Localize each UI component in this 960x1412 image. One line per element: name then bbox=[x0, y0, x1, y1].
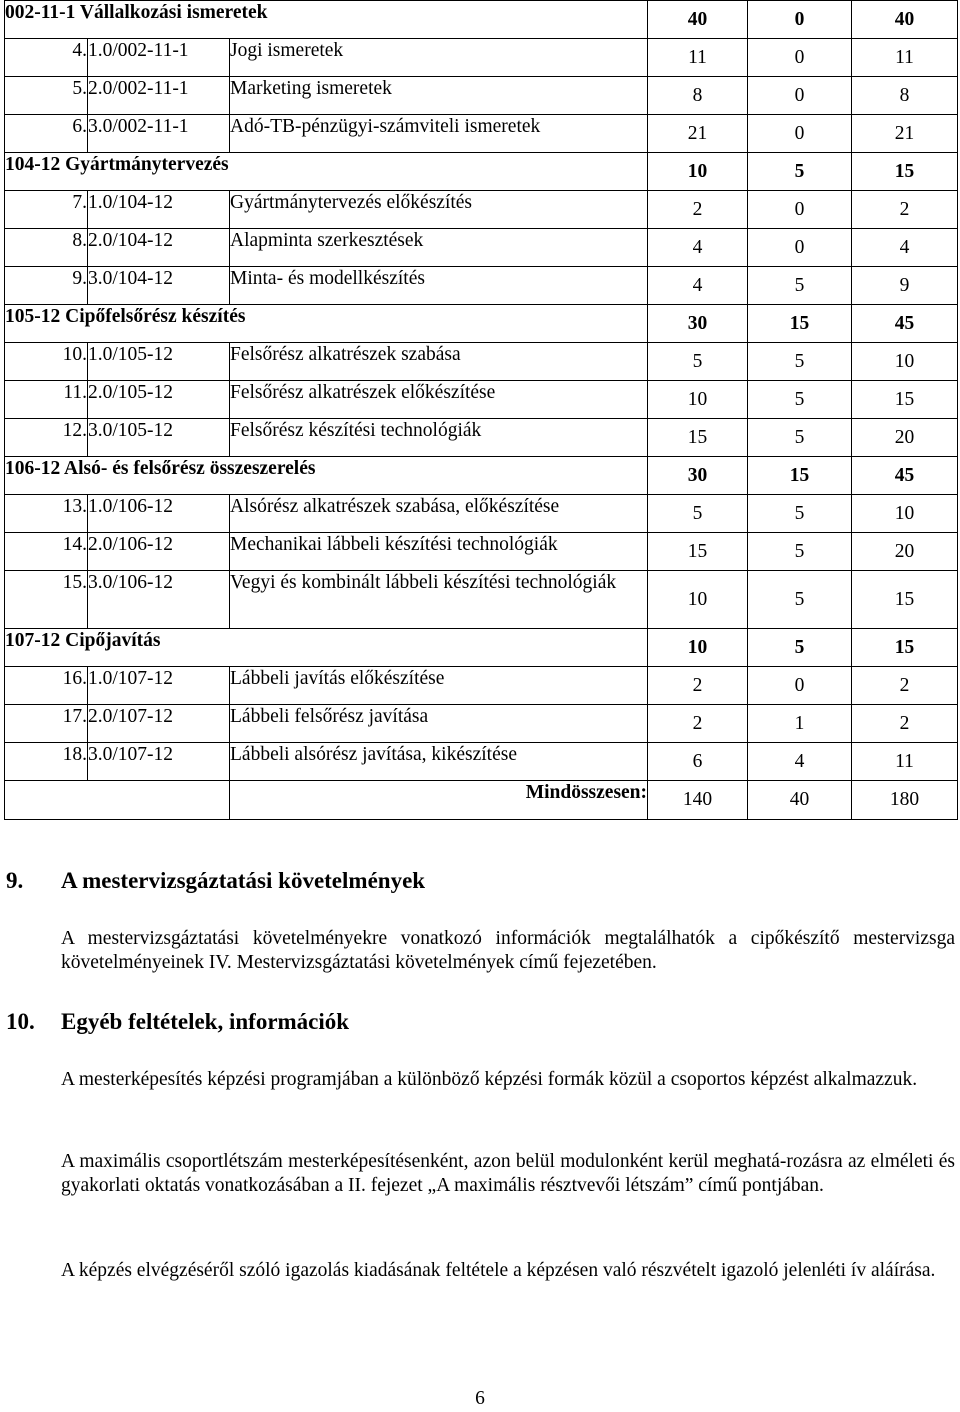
hours-theory: 4 bbox=[648, 229, 748, 267]
paragraph: A képzés elvégzéséről szóló igazolás kiadásának feltétele a képzésen való részvételt igazoló jelenléti ív aláírása. bbox=[61, 1260, 936, 1281]
hours-practice: 0 bbox=[748, 191, 852, 229]
row-number: 16. bbox=[5, 667, 88, 705]
submodule-row bbox=[5, 77, 958, 115]
submodule-code: 1.0/105-12 bbox=[88, 343, 230, 381]
hours-practice: 0 bbox=[748, 115, 852, 153]
hours-theory: 4 bbox=[648, 267, 748, 305]
module-row bbox=[5, 153, 958, 191]
submodule-row bbox=[5, 495, 958, 533]
hours-practice: 0 bbox=[748, 39, 852, 77]
submodule-name: Lábbeli alsórész javítása, kikészítése bbox=[230, 743, 648, 781]
submodule-code: 3.0/002-11-1 bbox=[88, 115, 230, 153]
hours-total: 9 bbox=[852, 267, 958, 305]
submodule-code: 2.0/105-12 bbox=[88, 381, 230, 419]
row-number: 5. bbox=[5, 77, 88, 115]
hours-practice: 5 bbox=[748, 381, 852, 419]
hours-theory: 5 bbox=[648, 495, 748, 533]
submodule-code: 2.0/002-11-1 bbox=[88, 77, 230, 115]
row-number: 14. bbox=[5, 533, 88, 571]
submodule-name: Alsórész alkatrészek szabása, előkészítése bbox=[230, 495, 648, 533]
hours-practice: 0 bbox=[748, 667, 852, 705]
hours-theory: 30 bbox=[648, 457, 748, 495]
submodule-name: Gyártmánytervezés előkészítés bbox=[230, 191, 648, 229]
hours-theory: 2 bbox=[648, 705, 748, 743]
submodule-row bbox=[5, 743, 958, 781]
hours-theory: 6 bbox=[648, 743, 748, 781]
hours-practice: 0 bbox=[748, 229, 852, 267]
hours-theory: 10 bbox=[648, 629, 748, 667]
hours-practice: 15 bbox=[748, 305, 852, 343]
hours-theory: 10 bbox=[648, 381, 748, 419]
submodule-row bbox=[5, 191, 958, 229]
submodule-row bbox=[5, 343, 958, 381]
hours-theory: 2 bbox=[648, 191, 748, 229]
submodule-row bbox=[5, 705, 958, 743]
row-number: 6. bbox=[5, 115, 88, 153]
submodule-name: Mechanikai lábbeli készítési technológiák bbox=[230, 533, 648, 571]
module-row bbox=[5, 1, 958, 39]
hours-total: 15 bbox=[852, 381, 958, 419]
submodule-code: 1.0/106-12 bbox=[88, 495, 230, 533]
module-title: 104-12 Gyártmánytervezés bbox=[5, 153, 648, 191]
hours-practice: 5 bbox=[748, 533, 852, 571]
hours-theory: 15 bbox=[648, 419, 748, 457]
module-title: 105-12 Cipőfelsőrész készítés bbox=[5, 305, 648, 343]
paragraph: A mestervizsgáztatási követelményekre vonatkozó információk megtalálhatók a cipőkészítő mestervizsga követelményeinek IV. Mestervizsgáztatási követelmények című fejezetében. bbox=[61, 928, 955, 973]
module-row bbox=[5, 305, 958, 343]
submodule-code: 2.0/107-12 bbox=[88, 705, 230, 743]
submodule-row bbox=[5, 267, 958, 305]
submodule-name: Adó-TB-pénzügyi-számviteli ismeretek bbox=[230, 115, 648, 153]
submodule-code: 3.0/105-12 bbox=[88, 419, 230, 457]
hours-total: 11 bbox=[852, 39, 958, 77]
submodule-code: 3.0/104-12 bbox=[88, 267, 230, 305]
submodule-name: Felsőrész készítési technológiák bbox=[230, 419, 648, 457]
module-row bbox=[5, 457, 958, 495]
submodule-code: 1.0/002-11-1 bbox=[88, 39, 230, 77]
submodule-row bbox=[5, 419, 958, 457]
hours-total: 4 bbox=[852, 229, 958, 267]
submodule-row bbox=[5, 229, 958, 267]
submodule-name: Marketing ismeretek bbox=[230, 77, 648, 115]
module-row bbox=[5, 629, 958, 667]
hours-total: 45 bbox=[852, 305, 958, 343]
submodule-code: 1.0/107-12 bbox=[88, 667, 230, 705]
row-number: 13. bbox=[5, 495, 88, 533]
row-number: 18. bbox=[5, 743, 88, 781]
hours-total: 20 bbox=[852, 419, 958, 457]
hours-practice: 15 bbox=[748, 457, 852, 495]
hours-practice: 5 bbox=[748, 267, 852, 305]
row-number: 4. bbox=[5, 39, 88, 77]
submodule-row bbox=[5, 381, 958, 419]
paragraph: A mesterképesítés képzési programjában a különböző képzési formák közül a csoportos képzést alkalmazzuk. bbox=[61, 1069, 918, 1090]
section-heading-9 bbox=[6, 868, 425, 894]
submodule-code: 1.0/104-12 bbox=[88, 191, 230, 229]
row-number: 10. bbox=[5, 343, 88, 381]
module-title: 106-12 Alsó- és felsőrész összeszerelés bbox=[5, 457, 648, 495]
blank-cell bbox=[5, 781, 230, 820]
paragraph: A maximális csoportlétszám mesterképesítésenként, azon belül modulonként kerül meghatá-rozásra az elméleti és gyakorlati oktatás vonatkozásában a II. fejezet „A maximális résztvevői létszám” című pontjában. bbox=[61, 1151, 955, 1196]
row-number: 15. bbox=[5, 571, 88, 629]
submodule-name: Lábbeli felsőrész javítása bbox=[230, 705, 648, 743]
hours-practice: 5 bbox=[748, 629, 852, 667]
hours-total: 8 bbox=[852, 77, 958, 115]
submodule-code: 2.0/104-12 bbox=[88, 229, 230, 267]
hours-total: 10 bbox=[852, 495, 958, 533]
hours-theory: 8 bbox=[648, 77, 748, 115]
total-theory: 140 bbox=[648, 781, 748, 820]
section-number: 10. bbox=[6, 1009, 35, 1034]
row-number: 11. bbox=[5, 381, 88, 419]
submodule-code: 2.0/106-12 bbox=[88, 533, 230, 571]
hours-theory: 15 bbox=[648, 533, 748, 571]
hours-total: 11 bbox=[852, 743, 958, 781]
module-hours-table bbox=[4, 0, 958, 820]
hours-practice: 0 bbox=[748, 77, 852, 115]
section-heading-10 bbox=[6, 1009, 349, 1035]
total-sum: 180 bbox=[852, 781, 958, 820]
total-label: Mindösszesen: bbox=[230, 781, 648, 820]
row-number: 7. bbox=[5, 191, 88, 229]
hours-theory: 21 bbox=[648, 115, 748, 153]
hours-total: 10 bbox=[852, 343, 958, 381]
submodule-name: Alapminta szerkesztések bbox=[230, 229, 648, 267]
hours-practice: 5 bbox=[748, 419, 852, 457]
hours-total: 15 bbox=[852, 629, 958, 667]
hours-total: 20 bbox=[852, 533, 958, 571]
hours-practice: 1 bbox=[748, 705, 852, 743]
submodule-code: 3.0/106-12 bbox=[88, 571, 230, 629]
hours-total: 2 bbox=[852, 191, 958, 229]
submodule-name: Lábbeli javítás előkészítése bbox=[230, 667, 648, 705]
hours-practice: 5 bbox=[748, 495, 852, 533]
submodule-row bbox=[5, 667, 958, 705]
section-title: Egyéb feltételek, információk bbox=[61, 1009, 350, 1034]
submodule-row bbox=[5, 39, 958, 77]
hours-theory: 5 bbox=[648, 343, 748, 381]
hours-practice: 0 bbox=[748, 1, 852, 39]
hours-total: 21 bbox=[852, 115, 958, 153]
submodule-name: Vegyi és kombinált lábbeli készítési technológiák bbox=[230, 571, 648, 629]
hours-total: 15 bbox=[852, 153, 958, 191]
module-title: 107-12 Cipőjavítás bbox=[5, 629, 648, 667]
hours-practice: 5 bbox=[748, 571, 852, 629]
submodule-name: Jogi ismeretek bbox=[230, 39, 648, 77]
submodule-name: Minta- és modellkészítés bbox=[230, 267, 648, 305]
section-title: A mestervizsgáztatási követelmények bbox=[61, 868, 426, 893]
page-number: 6 bbox=[475, 1388, 485, 1409]
hours-theory: 30 bbox=[648, 305, 748, 343]
hours-total: 2 bbox=[852, 705, 958, 743]
hours-practice: 5 bbox=[748, 343, 852, 381]
submodule-row bbox=[5, 533, 958, 571]
hours-theory: 10 bbox=[648, 571, 748, 629]
row-number: 9. bbox=[5, 267, 88, 305]
section-number: 9. bbox=[6, 868, 24, 893]
hours-total: 40 bbox=[852, 1, 958, 39]
hours-practice: 4 bbox=[748, 743, 852, 781]
hours-theory: 40 bbox=[648, 1, 748, 39]
row-number: 12. bbox=[5, 419, 88, 457]
row-number: 17. bbox=[5, 705, 88, 743]
hours-total: 45 bbox=[852, 457, 958, 495]
hours-theory: 11 bbox=[648, 39, 748, 77]
total-row bbox=[5, 781, 958, 820]
submodule-row bbox=[5, 115, 958, 153]
submodule-name: Felsőrész alkatrészek szabása bbox=[230, 343, 648, 381]
row-number: 8. bbox=[5, 229, 88, 267]
submodule-name: Felsőrész alkatrészek előkészítése bbox=[230, 381, 648, 419]
hours-practice: 5 bbox=[748, 153, 852, 191]
hours-total: 2 bbox=[852, 667, 958, 705]
total-practice: 40 bbox=[748, 781, 852, 820]
hours-theory: 2 bbox=[648, 667, 748, 705]
submodule-code: 3.0/107-12 bbox=[88, 743, 230, 781]
hours-total: 15 bbox=[852, 571, 958, 629]
submodule-row bbox=[5, 571, 958, 629]
hours-theory: 10 bbox=[648, 153, 748, 191]
module-title: 002-11-1 Vállalkozási ismeretek bbox=[5, 1, 648, 39]
